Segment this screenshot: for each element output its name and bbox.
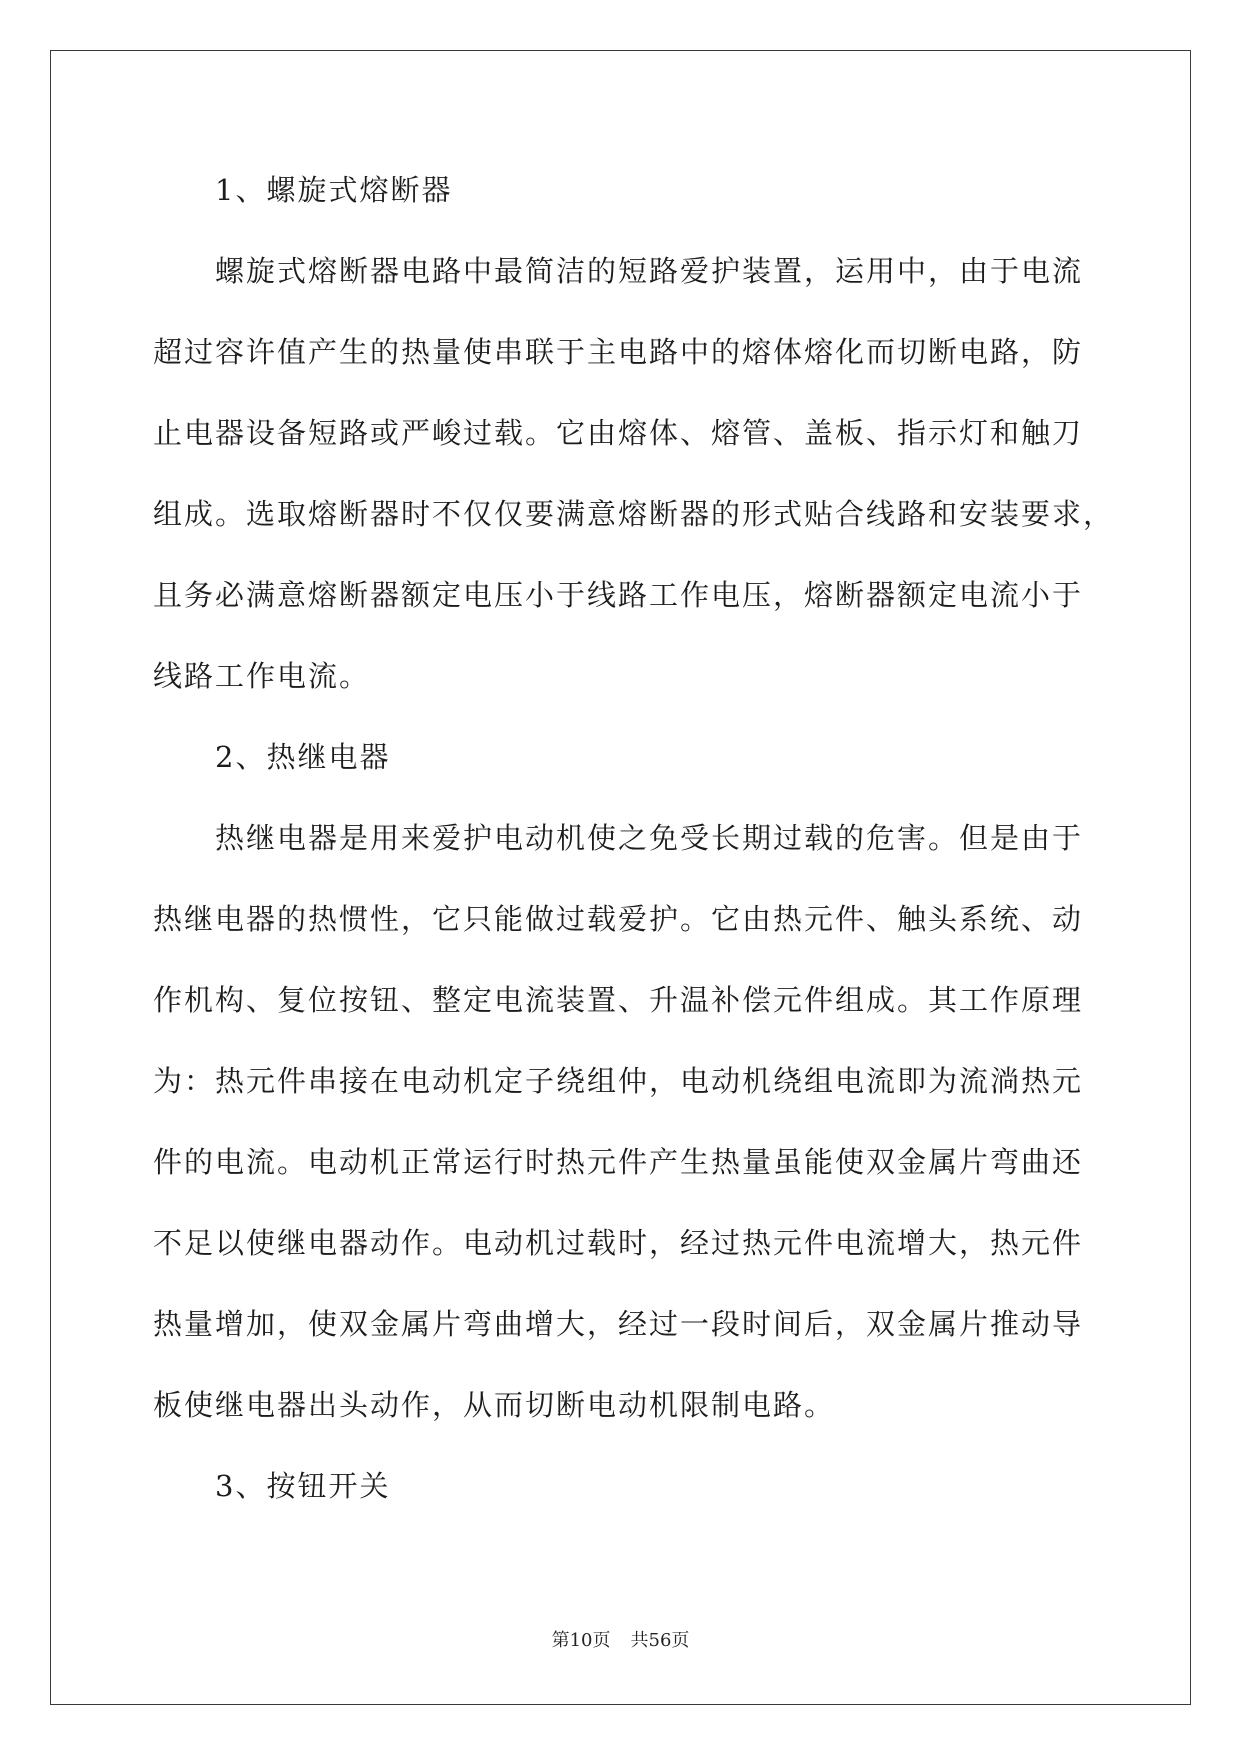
paragraph-line: 超过容许值产生的热量使串联于主电路中的熔体熔化而切断电路，防 — [153, 335, 1084, 369]
paragraph-line: 不足以使继电器动作。电动机过载时，经过热元件电流增大，热元件 — [153, 1226, 1084, 1260]
paragraph-line: 为：热元件串接在电动机定子绕组仲，电动机绕组电流即为流淌热元 — [153, 1064, 1084, 1098]
paragraph-line: 且务必满意熔断器额定电压小于线路工作电压，熔断器额定电流小于 — [153, 578, 1084, 612]
page-number: 第10页 — [551, 1630, 611, 1651]
paragraph-line: 件的电流。电动机正常运行时热元件产生热量虽能使双金属片弯曲还 — [153, 1145, 1084, 1179]
paragraph-line: 组成。选取熔断器时不仅仅要满意熔断器的形式贴合线路和安装要求， — [153, 497, 1115, 531]
paragraph-line: 热继电器的热惯性，它只能做过载爱护。它由热元件、触头系统、动 — [153, 902, 1084, 936]
paragraph-line: 作机构、复位按钮、整定电流装置、升温补偿元件组成。其工作原理 — [153, 983, 1084, 1017]
paragraph-line: 线路工作电流。 — [153, 659, 371, 693]
paragraph-line: 止电器设备短路或严峻过载。它由熔体、熔管、盖板、指示灯和触刀 — [153, 416, 1084, 450]
section-heading: 3、按钮开关 — [215, 1469, 391, 1503]
document-body — [153, 150, 1153, 1527]
paragraph-line: 板使继电器出头动作，从而切断电动机限制电路。 — [153, 1388, 836, 1422]
paragraph-line: 热量增加，使双金属片弯曲增大，经过一段时间后，双金属片推动导 — [153, 1307, 1084, 1341]
section-heading: 1、螺旋式熔断器 — [215, 173, 453, 207]
section-heading: 2、热继电器 — [215, 740, 391, 774]
paragraph-line: 螺旋式熔断器电路中最简洁的短路爱护装置，运用中，由于电流 — [215, 254, 1084, 288]
page-total: 共56页 — [630, 1630, 690, 1651]
paragraph-line: 热继电器是用来爱护电动机使之免受长期过载的危害。但是由于 — [215, 821, 1084, 855]
page-footer — [0, 1629, 1241, 1653]
